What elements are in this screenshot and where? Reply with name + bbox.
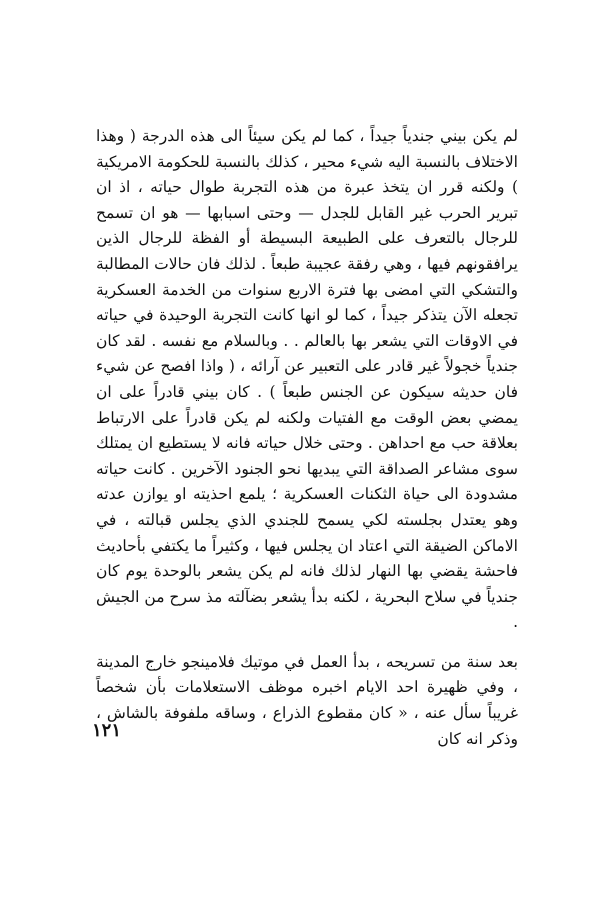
paragraph-2: بعد سنة من تسريحه ، بدأ العمل في موتيك فلامينجو خارج المدينة ، وفي ظهيرة احد الايام اخبره موظف الاستعلامات بأن شخصاً غريباً سأل عنه ، « كان مقطوع الذراع ، وساقه ملفوفة بالشاش ، وذكر انه كان bbox=[96, 652, 518, 748]
paragraph-1: لم يكن بيني جندياً جيداً ، كما لم يكن سيئاً الى هذه الدرجة ( وهذا الاختلاف بالنسبة اليه شيء محير ، كذلك بالنسبة للحكومة الامريكية ) ولكنه قرر ان يتخذ عبرة من هذه التجربة طوال حياته ، اذ ان تبرير الحرب غير القابل للجدل — وحتى اسبابها — هو ان تسمح للرجال بالتعرف على الطبيعة البسيطة أو الفظة للرجال الذين يرافقونهم فيها ، وهي رفقة عجيبة طبعاً . لذلك فان حالات المطالبة والتشكي التي امضى بها فترة الاربع سنوات من الخدمة العسكرية تجعله الآن يتذكر جيداً ، كما لو انها كانت التجربة الوحيدة في حياته في الاوقات التي يشعر بها بالعالم . . وبالسلام مع نفسه . لقد كان جندياً خجولاً غير قادر على التعبير عن آرائه ، ( واذا افصح عن شيء فان حديثه سيكون عن الجنس طبعاً ) . كان بيني قادراً على ان يمضي بعض الوقت مع الفتيات ولكنه لم يكن قادراً على الارتباط بعلاقة حب مع احداهن . وحتى خلال حياته فانه لا يستطيع ان يمتلك سوى مشاعر الصداقة التي يبديها نحو الجنود الآخرين . كانت حياته مشدودة الى حياة الثكنات العسكرية ؛ يلمع احذيته او يوازن عدته وهو يعتدل بجلسته لكي يسمح للجندي الذي يجلس قبالته ، في الاماكن الضيقة التي اعتاد ان يجلس فيها ، وكثيراً ما يكتفي بأحاديث فاحشة يقضي بها النهار لذلك فانه لم يكن يشعر بالوحدة يوم كان جندياً في سلاح البحرية ، لكنه بدأ يشعر بضآلته مذ سرح من الجيش . bbox=[96, 127, 518, 632]
body-text bbox=[96, 124, 518, 752]
page-number: ١٢١ bbox=[92, 720, 122, 741]
